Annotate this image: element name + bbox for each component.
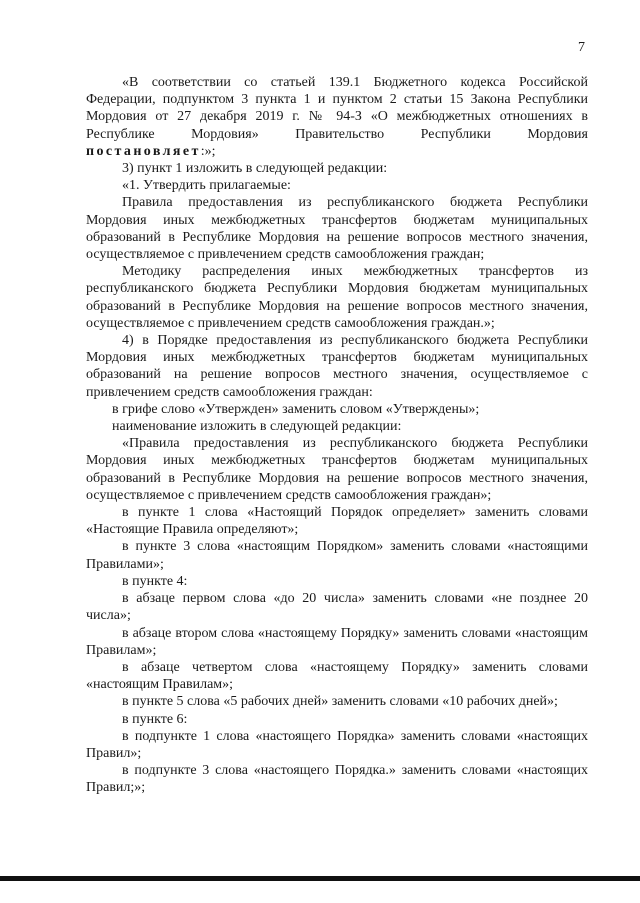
paragraph: в абзаце первом слова «до 20 числа» заменить словами «не позднее 20 числа»; (86, 591, 588, 624)
paragraph: в грифе слово «Утвержден» заменить словом «Утверждены»; (112, 401, 480, 417)
paragraph: в абзаце четвертом слова «настоящему Порядку» заменить словами «настоящим Правилам»; (86, 659, 588, 693)
paragraph: в пункте 1 слова «Настоящий Порядок определяет» заменить словами «Настоящие Правила определяют»; (86, 505, 588, 538)
paragraph: в абзаце втором слова «настоящему Порядку» заменить словами «настоящим Правилам»; (86, 625, 588, 658)
page-number: 7 (578, 40, 585, 55)
paragraph: «Правила предоставления из республиканского бюджета Республики Мордовия иных межбюджетных трансфертов бюджетам муниципальных образований в Республике Мордовия на решение вопросов местного значения, осуществляемое с привлечением средств самообложения граждан»; (86, 436, 588, 503)
paragraph: в пункте 4: (122, 573, 188, 589)
preamble-emphasis: постановляет (86, 143, 201, 159)
paragraph: наименование изложить в следующей редакции: (112, 419, 402, 435)
paragraph: Правила предоставления из республиканского бюджета Республики Мордовия иных межбюджетных трансфертов бюджетам муниципальных образований в Республике Мордовия на решение вопросов местного значения, осуществляемое с привлечением средств самообложения граждан; (86, 195, 588, 263)
preamble-text: «В соответствии со статьей 139.1 Бюджетного кодекса Российской Федерации, подпунктом 3 пункта 1 и пунктом 2 статьи 15 Закона Республики Мордовия от 27 декабря 2019 г. № 94-З «О межбюджетных отношениях в Республике Мордовия» Правительство Республики Мордовия (86, 75, 588, 142)
paragraph: в пункте 3 слова «настоящим Порядком» заменить словами «настоящими Правилами»; (86, 539, 588, 572)
preamble-tail: :»; (200, 143, 216, 159)
paragraph-preamble (86, 74, 588, 160)
paragraph: «1. Утвердить прилагаемые: (122, 178, 291, 194)
document-body (86, 74, 588, 797)
paragraph: в пункте 5 слова «5 рабочих дней» заменить словами «10 рабочих дней»; (122, 694, 558, 710)
paragraph: 4) в Порядке предоставления из республиканского бюджета Республики Мордовия иных межбюджетных трансфертов бюджетам муниципальных образований на решение вопросов местного значения, осуществляемое с привлечением средств самообложения граждан: (86, 333, 588, 400)
paragraph: 3) пункт 1 изложить в следующей редакции: (122, 161, 388, 177)
paragraph: в подпункте 1 слова «настоящего Порядка» заменить словами «настоящих Правил»; (86, 728, 588, 761)
paragraph: Методику распределения иных межбюджетных трансфертов из республиканского бюджета Республики Мордовия бюджетам муниципальных образований в Республике Мордовия на решение вопросов местного значения, осуществляемое с привлечением средств самообложения граждан.»; (86, 264, 588, 331)
scan-edge-divider (0, 876, 640, 881)
paragraph: в пункте 6: (122, 711, 188, 727)
paragraph: в подпункте 3 слова «настоящего Порядка.» заменить словами «настоящих Правил;»; (86, 763, 588, 796)
